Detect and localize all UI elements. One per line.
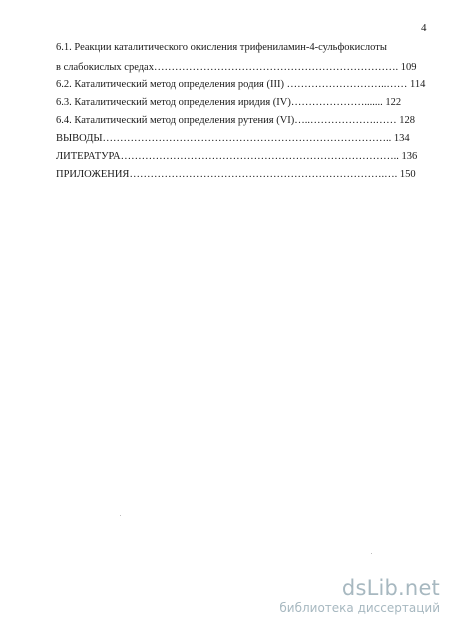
watermark-title: dsLib.net [341,576,440,600]
toc-entry-6-1: 6.1. Реакции каталитического окисления трифениламин-4-сульфокислоты [56,42,387,53]
toc-entry-6-4: 6.4. Каталитический метод определения рутения (VI)…..……………….…… 128 [56,115,416,126]
toc-entry-6-2: 6.2. Каталитический метод определения родия (III) ………………………..…… 114 [56,79,426,90]
scan-speck [120,515,121,516]
scan-speck [371,553,372,554]
toc-entry-literature: ЛИТЕРАТУРА…………………………………………………………………….. 136 [56,151,418,162]
toc-entry-6-1-continued: в слабокислых средах……………………………………………………………. 109 [56,62,417,73]
toc-entry-6-3: 6.3. Каталитический метод определения иридия (IV)…………………....... 122 [56,97,402,108]
watermark-subtitle: библиотека диссертаций [279,601,440,615]
toc-entry-appendices: ПРИЛОЖЕНИЯ……………………………………………………………….…. 150 [56,169,416,180]
toc-entry-conclusions: ВЫВОДЫ……………………………………………………………………….. 134 [56,133,410,144]
page-number: 4 [421,22,427,34]
watermark [279,577,440,615]
